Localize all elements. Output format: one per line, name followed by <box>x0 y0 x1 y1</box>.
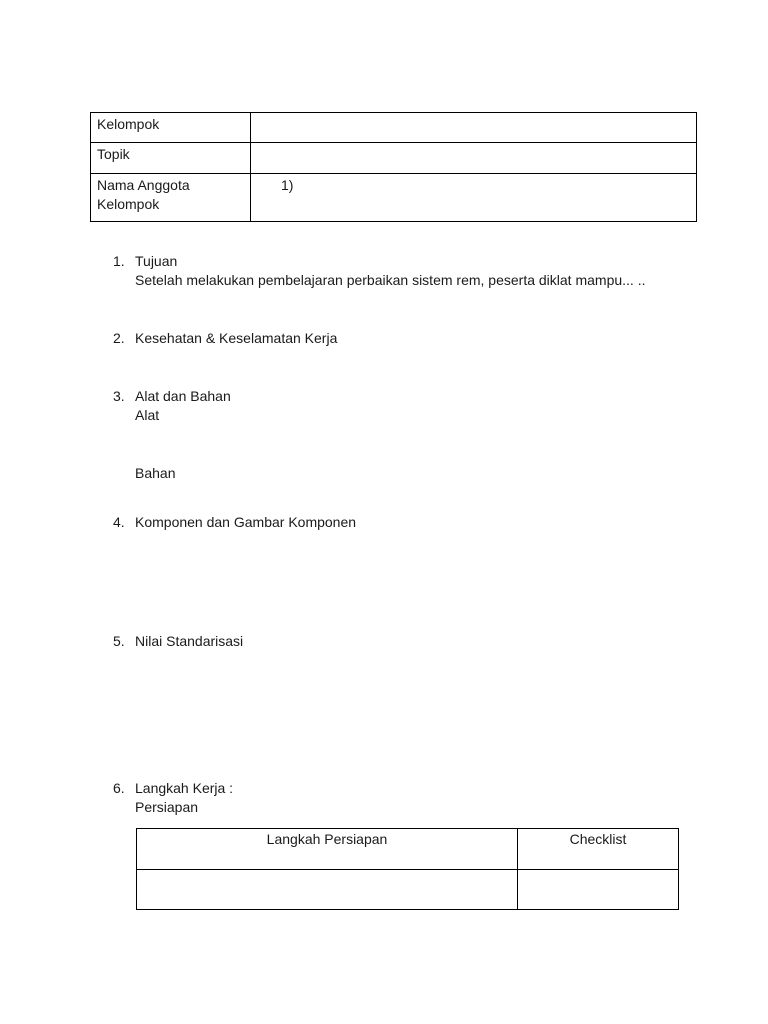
preparation-steps-table <box>136 828 679 910</box>
langkah-persiapan-header: Langkah Persiapan <box>137 829 518 870</box>
checklist-header: Checklist <box>518 829 679 870</box>
section-5-number: 5. <box>113 633 125 649</box>
section-1-title: Tujuan <box>135 253 178 269</box>
table-row <box>91 174 697 222</box>
nama-anggota-label <box>91 174 251 222</box>
topik-value[interactable] <box>251 143 697 174</box>
section-4-number: 4. <box>113 514 125 530</box>
section-2-title: Kesehatan & Keselamatan Kerja <box>135 330 338 346</box>
section-3-bahan-label: Bahan <box>135 465 176 481</box>
section-5-title: Nilai Standarisasi <box>135 633 244 649</box>
langkah-persiapan-cell[interactable] <box>137 870 518 910</box>
nama-anggota-label-line2: Kelompok <box>97 196 160 212</box>
section-1-number: 1. <box>113 253 125 269</box>
section-3-alat-label: Alat <box>135 407 160 423</box>
group-info-table <box>90 112 697 222</box>
kelompok-label: Kelompok <box>91 113 251 143</box>
section-2-number: 2. <box>113 330 125 346</box>
checklist-cell[interactable] <box>518 870 679 910</box>
table-header-row <box>137 829 679 870</box>
section-1-body: Setelah melakukan pembelajaran perbaikan sistem rem, peserta diklat mampu... .. <box>135 272 646 288</box>
nama-anggota-value[interactable]: 1) <box>251 174 697 222</box>
nama-anggota-label-line1: Nama Anggota <box>97 177 190 193</box>
section-3-title: Alat dan Bahan <box>135 388 231 404</box>
section-3-number: 3. <box>113 388 125 404</box>
section-6-number: 6. <box>113 780 125 796</box>
kelompok-value[interactable] <box>251 113 697 143</box>
table-row <box>137 870 679 910</box>
table-row <box>91 113 697 143</box>
section-6-title: Langkah Kerja : <box>135 780 234 796</box>
table-row <box>91 143 697 174</box>
topik-label: Topik <box>91 143 251 174</box>
section-4-title: Komponen dan Gambar Komponen <box>135 514 357 530</box>
section-6-persiapan-label: Persiapan <box>135 799 199 815</box>
